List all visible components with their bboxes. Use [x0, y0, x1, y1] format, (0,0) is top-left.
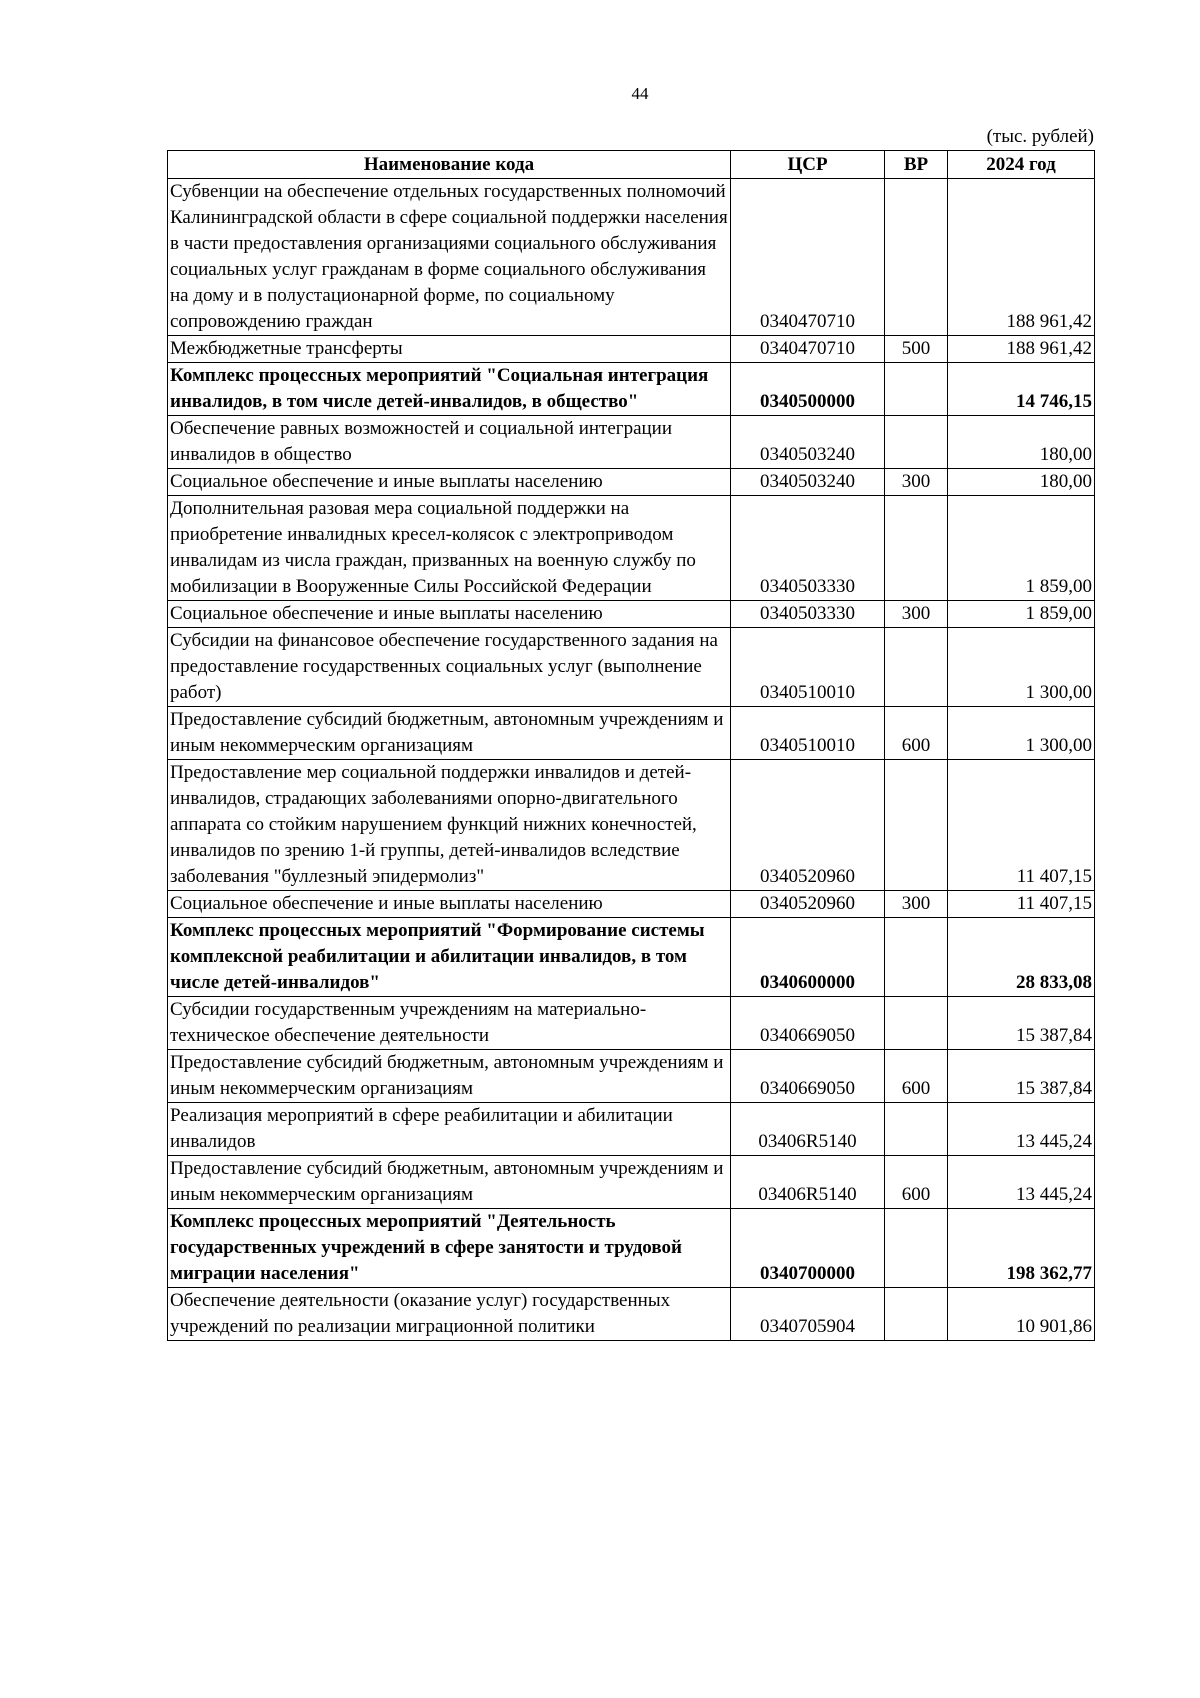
header-amount: 2024 год — [948, 151, 1095, 179]
cell-amount: 11 407,15 — [948, 760, 1095, 891]
cell-amount: 10 901,86 — [948, 1288, 1095, 1341]
cell-csr: 0340470710 — [731, 179, 885, 336]
cell-name: Субвенции на обеспечение отдельных государственных полномочий Калининградской области в сфере социальной поддержки населения в части предоставления организациями социального обслуживания социальных услуг гражданам в форме социального обслуживания на дому и в полустационарной форме, по социальному сопровождению граждан — [168, 179, 731, 336]
page-number: 44 — [631, 84, 649, 103]
cell-amount: 13 445,24 — [948, 1156, 1095, 1209]
cell-vr: 300 — [885, 601, 948, 628]
cell-vr — [885, 1103, 948, 1156]
cell-vr: 600 — [885, 1156, 948, 1209]
cell-amount: 11 407,15 — [948, 891, 1095, 918]
cell-vr: 300 — [885, 469, 948, 496]
cell-name: Дополнительная разовая мера социальной поддержки на приобретение инвалидных кресел-колясок с электроприводом инвалидам из числа граждан, призванных на военную службу по мобилизации в Вооруженные Силы Российской Федерации — [168, 496, 731, 601]
units-label: (тыс. рублей) — [986, 126, 1094, 147]
table-row — [168, 1103, 1095, 1156]
cell-csr: 0340503240 — [731, 416, 885, 469]
table-row — [168, 760, 1095, 891]
cell-amount: 28 833,08 — [948, 918, 1095, 997]
cell-amount: 15 387,84 — [948, 1050, 1095, 1103]
cell-amount: 15 387,84 — [948, 997, 1095, 1050]
cell-name: Реализация мероприятий в сфере реабилитации и абилитации инвалидов — [168, 1103, 731, 1156]
cell-amount: 1 300,00 — [948, 628, 1095, 707]
table-row — [168, 628, 1095, 707]
cell-vr — [885, 1288, 948, 1341]
cell-amount: 1 859,00 — [948, 601, 1095, 628]
cell-csr: 0340600000 — [731, 918, 885, 997]
cell-csr: 0340669050 — [731, 997, 885, 1050]
table-row — [168, 469, 1095, 496]
cell-vr — [885, 1209, 948, 1288]
cell-name: Комплекс процессных мероприятий "Формирование системы комплексной реабилитации и абилитации инвалидов, в том числе детей-инвалидов" — [168, 918, 731, 997]
cell-csr: 0340500000 — [731, 363, 885, 416]
cell-vr — [885, 496, 948, 601]
table-header-row — [168, 151, 1095, 179]
cell-csr: 0340503330 — [731, 601, 885, 628]
cell-csr: 0340510010 — [731, 707, 885, 760]
cell-csr: 0340669050 — [731, 1050, 885, 1103]
table-row — [168, 1050, 1095, 1103]
cell-vr: 600 — [885, 707, 948, 760]
cell-name: Обеспечение равных возможностей и социальной интеграции инвалидов в общество — [168, 416, 731, 469]
table-row — [168, 1288, 1095, 1341]
cell-amount: 13 445,24 — [948, 1103, 1095, 1156]
table-row — [168, 363, 1095, 416]
cell-csr: 0340510010 — [731, 628, 885, 707]
cell-amount: 180,00 — [948, 416, 1095, 469]
table-body — [168, 179, 1095, 1341]
cell-name: Субсидии на финансовое обеспечение государственного задания на предоставление государственных социальных услуг (выполнение работ) — [168, 628, 731, 707]
header-vr: ВР — [885, 151, 948, 179]
cell-vr — [885, 918, 948, 997]
cell-amount: 14 746,15 — [948, 363, 1095, 416]
cell-vr — [885, 760, 948, 891]
cell-name: Социальное обеспечение и иные выплаты населению — [168, 891, 731, 918]
table-row — [168, 997, 1095, 1050]
cell-csr: 0340705904 — [731, 1288, 885, 1341]
cell-vr: 300 — [885, 891, 948, 918]
table-row — [168, 336, 1095, 363]
cell-vr — [885, 997, 948, 1050]
cell-vr — [885, 363, 948, 416]
cell-amount: 188 961,42 — [948, 179, 1095, 336]
cell-csr: 0340503330 — [731, 496, 885, 601]
cell-vr — [885, 416, 948, 469]
table-row — [168, 416, 1095, 469]
cell-name: Комплекс процессных мероприятий "Деятельность государственных учреждений в сфере занятости и трудовой миграции населения" — [168, 1209, 731, 1288]
table-row — [168, 918, 1095, 997]
cell-name: Субсидии государственным учреждениям на материально-техническое обеспечение деятельности — [168, 997, 731, 1050]
header-name: Наименование кода — [168, 151, 731, 179]
cell-name: Комплекс процессных мероприятий "Социальная интеграция инвалидов, в том числе детей-инвалидов, в общество" — [168, 363, 731, 416]
cell-name: Социальное обеспечение и иные выплаты населению — [168, 601, 731, 628]
cell-name: Предоставление субсидий бюджетным, автономным учреждениям и иным некоммерческим организациям — [168, 707, 731, 760]
cell-vr — [885, 628, 948, 707]
cell-amount: 198 362,77 — [948, 1209, 1095, 1288]
table-row — [168, 179, 1095, 336]
cell-csr: 0340520960 — [731, 891, 885, 918]
table-row — [168, 496, 1095, 601]
cell-csr: 03406R5140 — [731, 1103, 885, 1156]
cell-csr: 0340503240 — [731, 469, 885, 496]
cell-amount: 188 961,42 — [948, 336, 1095, 363]
cell-name: Социальное обеспечение и иные выплаты населению — [168, 469, 731, 496]
cell-csr: 0340700000 — [731, 1209, 885, 1288]
table-row — [168, 1156, 1095, 1209]
cell-name: Обеспечение деятельности (оказание услуг) государственных учреждений по реализации миграционной политики — [168, 1288, 731, 1341]
cell-csr: 0340470710 — [731, 336, 885, 363]
table-row — [168, 1209, 1095, 1288]
header-csr: ЦСР — [731, 151, 885, 179]
cell-name: Предоставление мер социальной поддержки инвалидов и детей-инвалидов, страдающих заболеваниями опорно-двигательного аппарата со стойким нарушением функций нижних конечностей, инвалидов по зрению 1-й группы, детей-инвалидов вследствие заболевания "буллезный эпидермолиз" — [168, 760, 731, 891]
cell-vr: 500 — [885, 336, 948, 363]
cell-name: Предоставление субсидий бюджетным, автономным учреждениям и иным некоммерческим организациям — [168, 1050, 731, 1103]
cell-vr — [885, 179, 948, 336]
budget-table — [167, 150, 1095, 1341]
cell-csr: 03406R5140 — [731, 1156, 885, 1209]
cell-vr: 600 — [885, 1050, 948, 1103]
cell-name: Предоставление субсидий бюджетным, автономным учреждениям и иным некоммерческим организациям — [168, 1156, 731, 1209]
table-row — [168, 601, 1095, 628]
table-row — [168, 707, 1095, 760]
cell-amount: 1 859,00 — [948, 496, 1095, 601]
cell-amount: 1 300,00 — [948, 707, 1095, 760]
cell-name: Межбюджетные трансферты — [168, 336, 731, 363]
table-row — [168, 891, 1095, 918]
cell-csr: 0340520960 — [731, 760, 885, 891]
cell-amount: 180,00 — [948, 469, 1095, 496]
